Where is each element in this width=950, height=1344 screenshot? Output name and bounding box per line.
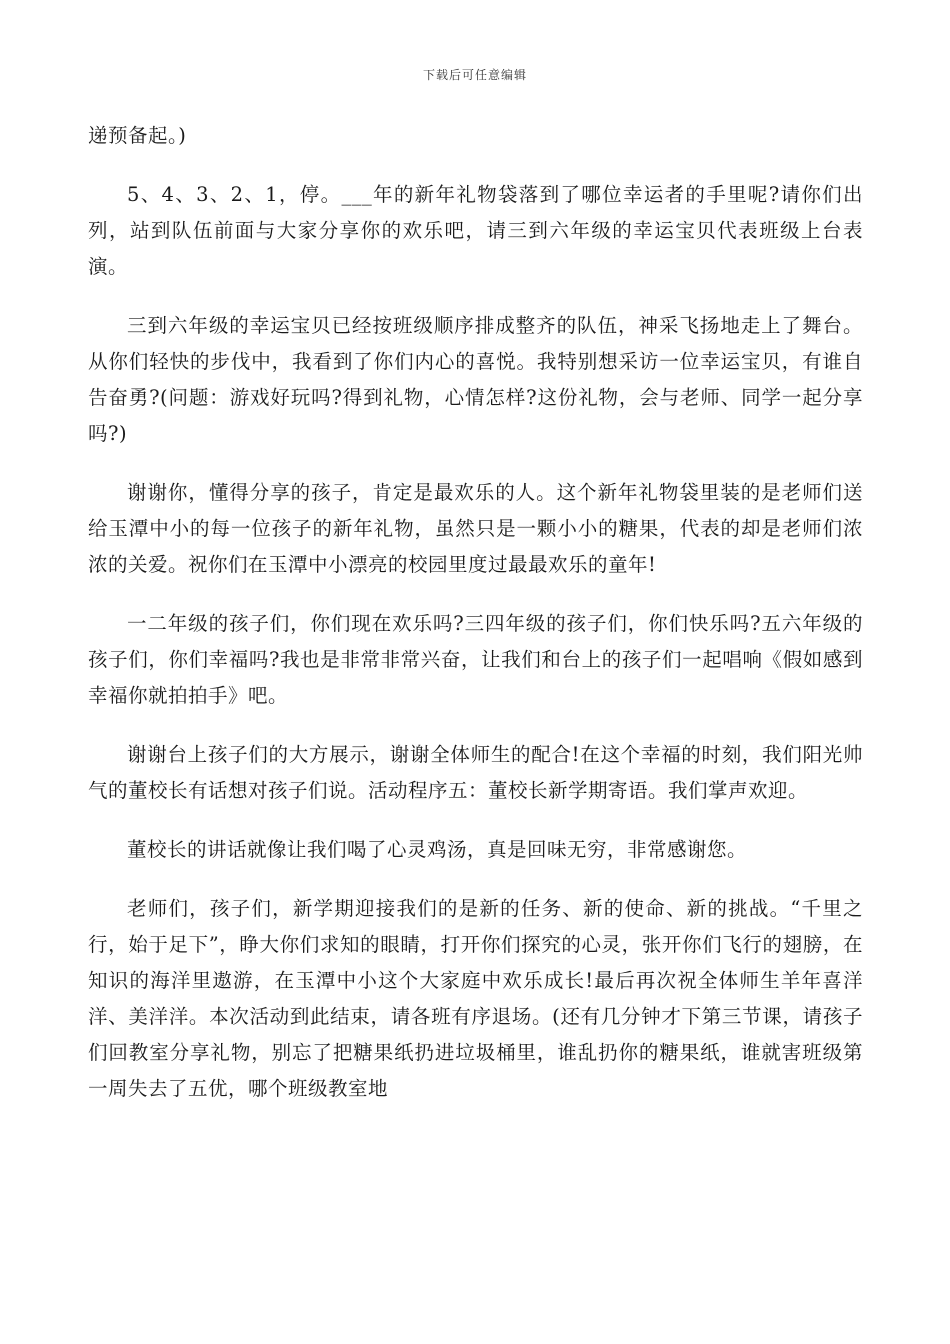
document-body: [88, 118, 863, 1130]
paragraph-6: 谢谢台上孩子们的大方展示，谢谢全体师生的配合!在这个幸福的时刻，我们阳光帅气的董校长有话想对孩子们说。活动程序五：董校长新学期寄语。我们掌声欢迎。: [88, 743, 863, 802]
paragraph-4: 谢谢你，懂得分享的孩子，肯定是最欢乐的人。这个新年礼物袋里装的是老师们送给玉潭中小的每一位孩子的新年礼物，虽然只是一颗小小的糖果，代表的却是老师们浓浓的关爱。祝你们在玉潭中小漂亮的校园里度过最最欢乐的童年!: [88, 481, 863, 576]
paragraph-7: 董校长的讲话就像让我们喝了心灵鸡汤，真是回味无穷，非常感谢您。: [127, 838, 748, 861]
paragraph-8: 老师们，孩子们，新学期迎接我们的是新的任务、新的使命、新的挑战。“千里之行，始于足下”，睁大你们求知的眼睛，打开你们探究的心灵，张开你们飞行的翅膀，在知识的海洋里遨游，在玉潭中小这个大家庭中欢乐成长!最后再次祝全体师生羊年喜洋洋、美洋洋。本次活动到此结束，请各班有序退场。(还有几分钟才下第三节课，请孩子们回教室分享礼物，别忘了把糖果纸扔进垃圾桶里，谁乱扔你的糖果纸，谁就害班级第一周失去了五优，哪个班级教室地: [88, 897, 863, 1100]
paragraph-1: 递预备起。): [88, 124, 187, 147]
page-header: 下载后可任意编辑: [422, 68, 527, 82]
paragraph-3: 三到六年级的幸运宝贝已经按班级顺序排成整齐的队伍，神采飞扬地走上了舞台。从你们轻快的步伐中，我看到了你们内心的喜悦。我特别想采访一位幸运宝贝，有谁自告奋勇?(问题：游戏好玩吗?得到礼物，心情怎样?这份礼物，会与老师、同学一起分享吗?): [88, 314, 863, 445]
paragraph-5: 一二年级的孩子们，你们现在欢乐吗?三四年级的孩子们，你们快乐吗?五六年级的孩子们，你们幸福吗?我也是非常非常兴奋，让我们和台上的孩子们一起唱响《假如感到幸福你就拍拍手》吧。: [88, 612, 863, 707]
paragraph-2: 5、4、3、2、1，停。___年的新年礼物袋落到了哪位幸运者的手里呢?请你们出列，站到队伍前面与大家分享你的欢乐吧，请三到六年级的幸运宝贝代表班级上台表演。: [88, 183, 863, 278]
